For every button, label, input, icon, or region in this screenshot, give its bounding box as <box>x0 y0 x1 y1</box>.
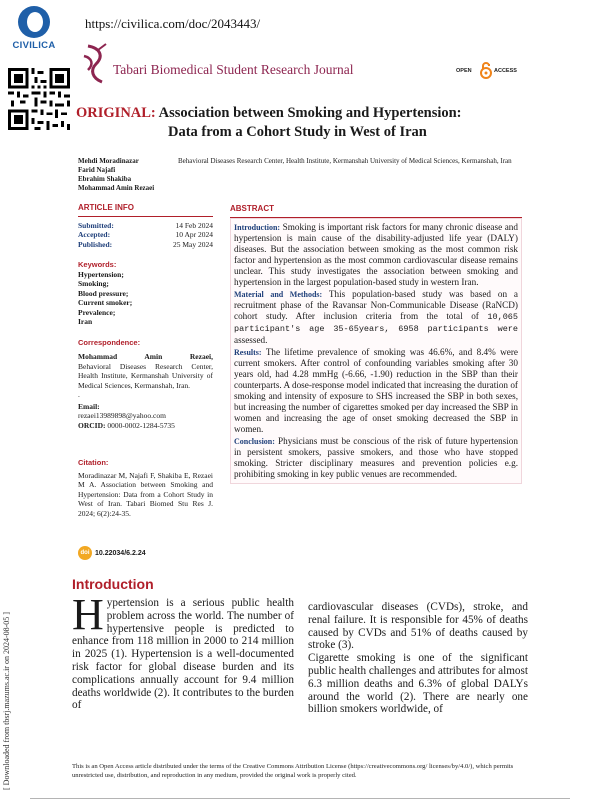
keyword: Iran <box>78 317 93 326</box>
keyword: Prevalence; <box>78 307 116 317</box>
abstract-intro-text: Smoking is important risk factors for many chronic disease and hypertension is main cause of the disability-adjusted life year (DALY) diseases. But the association between smoking as the most common risk factor and hypertension as the most common cardiovascular disease remains unclear. This study investigates the association between smoking and hypertension in the largest population-based study in western Iran. <box>234 222 518 287</box>
article-info-heading: ARTICLE INFO <box>78 203 213 217</box>
introduction-text: ypertension is a serious public health problem across the world. The number of hypertensive people is predicted to enhance from 118 million in 2000 to 214 million in 2025 (1). Hypertension is a well-documented risk factor for global disease burden and its complications annually account for 9.4 million deaths worldwide (2). It contributes to the burden of <box>72 597 294 712</box>
orcid-row <box>78 421 213 431</box>
author-name: Ebrahim Shakiba <box>78 175 132 183</box>
download-note: [ Downloaded from tbsrj.mazums.ac.ir on 2024-08-05 ] <box>2 612 11 790</box>
license-footer: This is an Open Access article distributed under the terms of the Creative Commons Attribution License (https://creativecommons.org/ licenses/by/4.0/), which permits unrestricted use, distribution, and reproduction in any medium, provided the original work is properly cited. <box>72 763 514 779</box>
abstract-results <box>234 347 518 435</box>
date-value: 14 Feb 2024 <box>175 220 213 230</box>
keyword: Hypertension; <box>78 269 124 279</box>
abstract-methods-mono: 10,065 participant's age 35-65years, 6958 participants were <box>234 312 518 334</box>
citation-heading: Citation: <box>78 458 109 467</box>
abstract-heading: ABSTRACT <box>230 203 522 218</box>
introduction-heading: Introduction <box>72 576 154 592</box>
doi-value[interactable]: 10.22034/6.2.24 <box>95 549 146 557</box>
date-label: Published: <box>78 239 113 249</box>
title-line-1 <box>76 104 536 123</box>
abstract-methods <box>234 289 518 346</box>
article-title <box>76 104 536 142</box>
open-access-right: ACCESS <box>494 68 517 74</box>
civilica-label: CIVILICA <box>12 40 56 51</box>
abstract-intro-label: Introduction: <box>234 223 281 232</box>
open-access-left: OPEN <box>456 68 472 74</box>
qr-code-icon <box>8 68 70 130</box>
orcid-label: ORCID: <box>78 420 106 430</box>
journal-name: Tabari Biomedical Student Research Journal <box>113 62 354 77</box>
keyword: Smoking; <box>78 279 109 288</box>
keyword: Current smoker; <box>78 298 133 307</box>
abstract-methods-label: Material and Methods: <box>234 290 323 299</box>
date-row <box>78 240 213 250</box>
title-text-1: Association between Smoking and Hypertension: <box>158 105 462 121</box>
open-access-badge <box>456 60 524 84</box>
keyword: Blood pressure; <box>78 288 129 298</box>
document-url[interactable]: https://civilica.com/doc/2043443/ <box>85 16 261 31</box>
introduction-left-column <box>72 590 294 712</box>
date-value: 25 May 2024 <box>173 239 213 249</box>
drop-cap: H <box>72 590 104 639</box>
author-name: Mohammad Amin Rezaei <box>78 184 155 192</box>
abstract-results-label: Results: <box>234 348 262 357</box>
introduction-right-column <box>308 601 528 716</box>
date-label: Submitted: <box>78 220 114 230</box>
keywords-heading: Keywords: <box>78 260 117 269</box>
abstract-methods-text: This population-based study was based on a recruitment phase of the Ravansar Non-Communicable Disease (RaNCD) cohort study. After inclusion criteria from the total of <box>234 289 518 321</box>
correspondence-address: Behavioral Diseases Research Center, Health Institute, Kermanshah University of Medical Sciences, Kermanshah, Iran. <box>78 361 213 390</box>
open-lock-icon <box>480 61 492 79</box>
introduction-paragraph: cardiovascular diseases (CVDs), stroke, and renal failure. It is responsible for 45% of deaths caused by CVDs and 51% of deaths caused by stroke (3). <box>308 601 528 652</box>
introduction-paragraph: Cigarette smoking is one of the significant public health challenges and attributes for almost 6.3 million deaths and 6.3% of global DALYs around the world (2). There are nearly one billion smokers worldwide, of <box>308 652 528 716</box>
bottom-divider <box>30 798 570 799</box>
abstract <box>230 203 522 484</box>
date-row <box>78 230 213 240</box>
civilica-logo[interactable] <box>6 6 62 56</box>
abstract-conclusion-text: Physicians must be conscious of the risk of future hypertension in persistent smokers, passive smokers, and those who have stopped smoking. Stricter disciplinary measures and prevention policies e.g. prohibiting smoking in key public venues are recommended. <box>234 436 518 479</box>
orcid-value[interactable]: 0000-0002-1284-5735 <box>107 420 175 430</box>
keyword-list <box>78 270 213 327</box>
author-name: Farid Najafi <box>78 166 116 174</box>
date-row <box>78 221 213 231</box>
email-heading: Email: <box>78 401 100 411</box>
date-label: Accepted: <box>78 230 111 239</box>
email-link[interactable]: rezaei13989898@yahoo.com <box>78 411 166 420</box>
correspondence-heading: Correspondence: <box>78 337 141 347</box>
author-name: Mehdi Moradinazar <box>78 157 139 165</box>
abstract-conclusion <box>234 436 518 480</box>
title-line-2: Data from a Cohort Study in West of Iran <box>168 124 427 140</box>
affiliation: Behavioral Diseases Research Center, Health Institute, Kermanshah University of Medical Sciences, Kermanshah, Iran <box>178 157 512 165</box>
date-value: 10 Apr 2024 <box>175 230 213 239</box>
abstract-box <box>230 218 522 484</box>
doi-link[interactable] <box>78 546 146 560</box>
abstract-introduction <box>234 222 518 288</box>
abstract-results-text: The lifetime prevalence of smoking was 46.6%, and 8.4% were current smokers. After control of confounding variables smoking after 30 years old, had 4.28 mmHg (-6.66, -1.90) reduction in the SBP than their counterparts. A dose-response model indicated that increasing the duration of smoking and intensity of exposure to SHS increased the SBP in both sexes, but increasing the number of cigarettes smoked per day increased the SBP in women and increasing the age of onset smoking decreased the SBP in women. <box>234 347 518 434</box>
abstract-methods-end: assessed. <box>234 335 268 345</box>
correspondence-name: Mohammad Amin Rezaei, <box>78 352 213 361</box>
correspondence-dot: . <box>78 390 80 399</box>
date-list <box>78 221 213 250</box>
citation-text: Moradinazar M, Najafi F, Shakiba E, Rezaei M A. Association between Smoking and Hypertension: Data from a Cohort Study in West of Iran. Tabari Biomed Stu Res J. 2024; 6(2):24-35. <box>78 470 213 518</box>
author-list <box>78 157 154 193</box>
article-info <box>78 203 213 518</box>
abstract-conclusion-label: Conclusion: <box>234 437 275 446</box>
journal-logo-icon <box>80 42 110 86</box>
civilica-logo-icon <box>18 6 50 38</box>
doi-icon: doi <box>78 546 92 560</box>
article-type: ORIGINAL: <box>76 105 156 121</box>
